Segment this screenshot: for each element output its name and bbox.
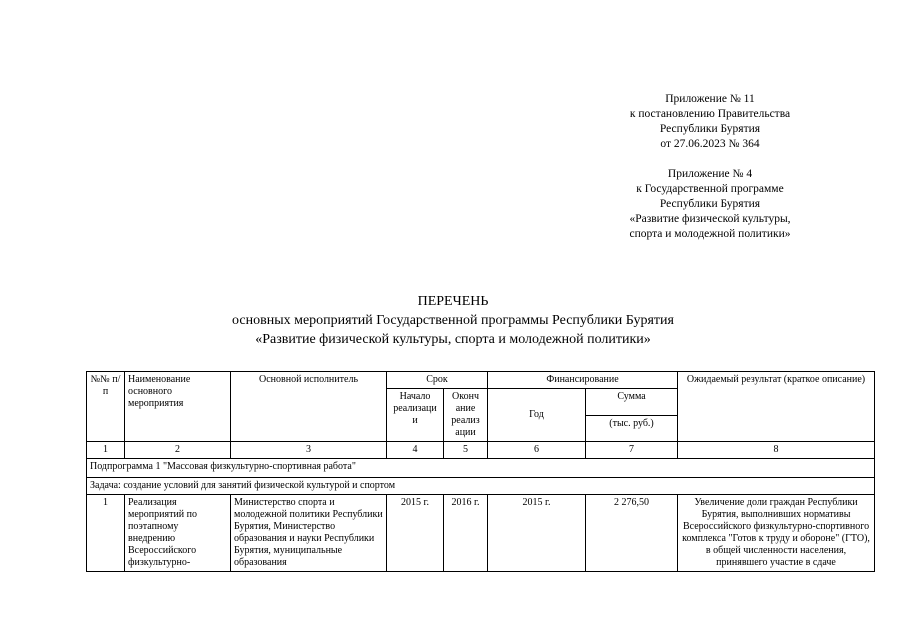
col-number: 3 — [231, 442, 387, 459]
activities-table — [86, 371, 875, 572]
row-sum: 2 276,50 — [586, 495, 678, 572]
task-row — [87, 478, 875, 495]
appendix-spacer — [600, 152, 820, 167]
title-line2: основных мероприятий Государственной программы Республики Бурятия — [232, 313, 674, 328]
header-result: Ожидаемый результат (краткое описание) — [678, 372, 875, 442]
row-end: 2016 г. — [444, 495, 488, 572]
row-year: 2015 г. — [488, 495, 586, 572]
appendix-4-line5: спорта и молодежной политики» — [629, 228, 791, 240]
header-row-1 — [87, 372, 875, 389]
col-number: 6 — [488, 442, 586, 459]
header-num: №№ п/п — [87, 372, 125, 442]
row-name: Реализация мероприятий по поэтапному внедрению Всероссийского физкультурно- — [125, 495, 231, 572]
row-num: 1 — [87, 495, 125, 572]
header-term: Срок — [387, 372, 488, 389]
column-numbers-row — [87, 442, 875, 459]
title-line3: «Развитие физической культуры, спорта и молодежной политики» — [255, 332, 651, 347]
row-result: Увеличение доли граждан Республики Бурятия, выполнивших нормативы Всероссийского физкультурно-спортивного комплекса "Готов к труду и обороне" (ГТО), в общей численности населения, принявшего участие в сдаче — [678, 495, 875, 572]
appendix-11-line4: от 27.06.2023 № 364 — [660, 138, 760, 150]
appendix-block — [600, 92, 820, 242]
col-number: 8 — [678, 442, 875, 459]
appendix-4-line4: «Развитие физической культуры, — [629, 213, 791, 225]
title-line1: ПЕРЕЧЕНЬ — [417, 294, 489, 309]
row-start: 2015 г. — [387, 495, 444, 572]
document-title — [0, 292, 906, 349]
header-name: Наименование основного мероприятия — [125, 372, 231, 442]
table-row — [87, 495, 875, 572]
appendix-4-line1: Приложение № 4 — [667, 168, 753, 180]
appendix-11-line1: Приложение № 11 — [665, 93, 755, 105]
row-executor: Министерство спорта и молодежной политики Республики Бурятия, Министерство образования и науки Республики Бурятия, муниципальные образования — [231, 495, 387, 572]
header-financing: Финансирование — [488, 372, 678, 389]
header-end: Оконч ание реализ ации — [444, 389, 488, 442]
col-number: 4 — [387, 442, 444, 459]
header-year: Год — [488, 389, 586, 442]
appendix-11-line3: Республики Бурятия — [659, 123, 761, 135]
subprogram-title: Подпрограмма 1 "Массовая физкультурно-спортивная работа" — [87, 459, 875, 478]
col-number: 7 — [586, 442, 678, 459]
appendix-4-line2: к Государственной программе — [636, 183, 784, 195]
appendix-11-line2: к постановлению Правительства — [629, 108, 791, 120]
subprogram-row — [87, 459, 875, 478]
appendix-4-line3: Республики Бурятия — [659, 198, 761, 210]
col-number: 1 — [87, 442, 125, 459]
header-sum-unit: (тыс. руб.) — [586, 415, 678, 442]
header-executor: Основной исполнитель — [231, 372, 387, 442]
col-number: 2 — [125, 442, 231, 459]
task-title: Задача: создание условий для занятий физической культурой и спортом — [87, 478, 875, 495]
col-number: 5 — [444, 442, 488, 459]
header-sum: Сумма — [586, 389, 678, 416]
header-start: Начало реализаци и — [387, 389, 444, 442]
